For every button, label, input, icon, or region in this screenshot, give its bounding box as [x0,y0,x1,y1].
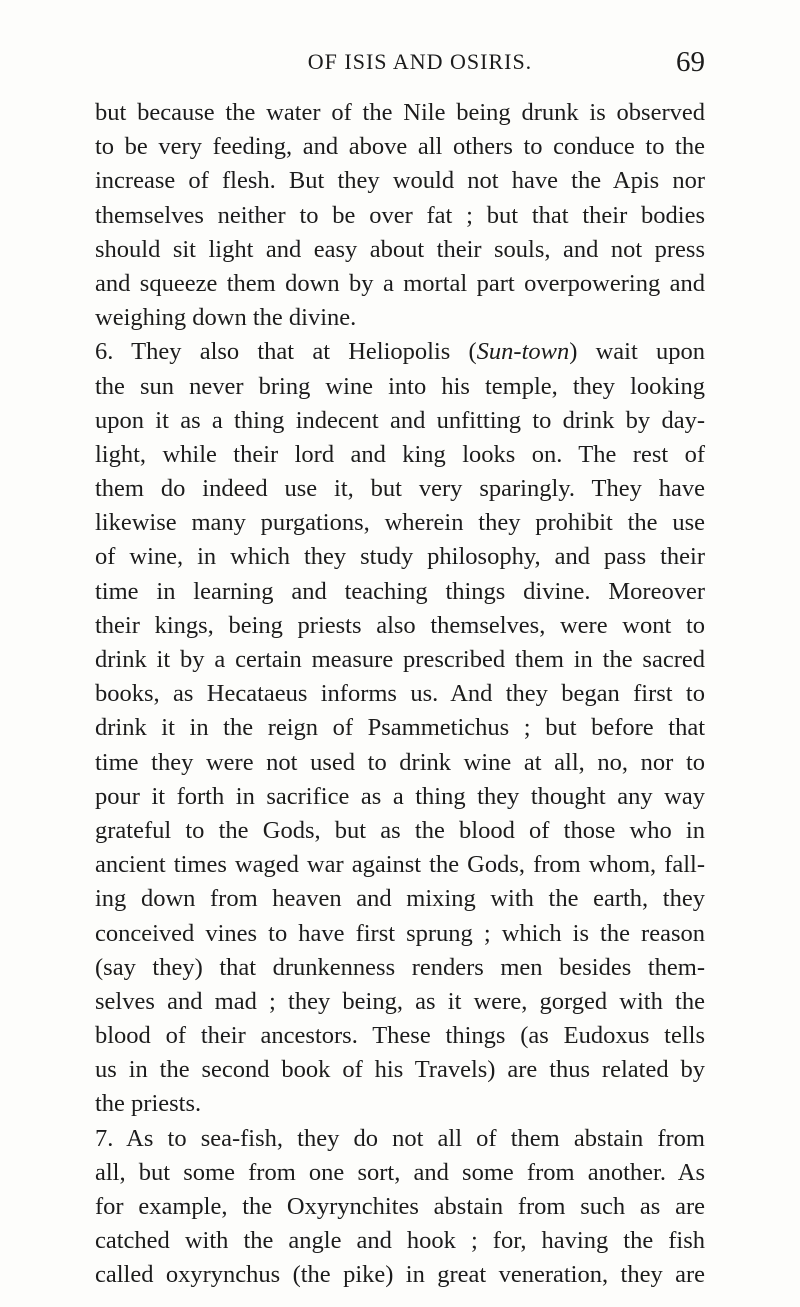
text-line: time in learning and teaching things divine. Moreover [95,577,705,605]
text-line: to be very feeding, and above all others to conduce to the [95,133,705,161]
text-line: and squeeze them down by a mortal part overpowering and [95,269,705,297]
running-title: OF ISIS AND OSIRIS. [307,49,533,74]
running-header [95,42,705,82]
text-line: all, but some from one sort, and some from another. As [95,1158,705,1186]
text-line: the sun never bring wine into his temple, they looking [95,372,705,400]
page-number: 69 [676,46,705,78]
italic-gloss: Sun-town [476,338,570,366]
text-line: themselves neither to be over fat ; but that their bodies [95,201,705,229]
text-line: blood of their ancestors. These things (as Eudoxus tells [95,1022,705,1050]
text-line: books, as Hecataeus informs us. And they began first to [95,680,705,708]
text-line-section-7: 7. As to sea-fish, they do not all of them abstain from [95,1124,705,1152]
text-line: ancient times waged war against the Gods, from whom, fall- [95,851,705,879]
text-line: of wine, in which they study philosophy, and pass their [95,543,705,571]
text-line: upon it as a thing indecent and unfitting to drink by day- [95,406,705,434]
body-text [95,96,705,1293]
text-line: grateful to the Gods, but as the blood of those who in [95,816,705,844]
text-line: called oxyrynchus (the pike) in great veneration, they are [95,1261,705,1289]
text-line: the priests. [95,1090,202,1118]
text-line: ing down from heaven and mixing with the earth, they [95,885,705,913]
text-line: drink it in the reign of Psammetichus ; but before that [95,714,705,742]
text-line: increase of flesh. But they would not have the Apis nor [95,167,705,195]
text-line: but because the water of the Nile being drunk is observed [95,99,705,126]
text-line: drink it by a certain measure prescribed them in the sacred [95,646,705,673]
text-line: (say they) that drunkenness renders men besides them- [95,953,705,981]
text-line: them do indeed use it, but very sparingly. They have [95,475,705,503]
text-line: conceived vines to have first sprung ; which is the reason [95,919,705,947]
text-line: for example, the Oxyrynchites abstain from such as are [95,1193,705,1220]
text-line: selves and mad ; they being, as it were, gorged with the [95,987,705,1015]
text-line: should sit light and easy about their souls, and not press [95,235,705,263]
text-fragment: 6. They also that at Heliopolis ( [95,338,477,366]
text-line: their kings, being priests also themselves, were wont to [95,611,705,639]
text-line: likewise many purgations, wherein they prohibit the use [95,509,705,537]
text-line: light, while their lord and king looks on. The rest of [95,440,705,468]
text-line-section-6 [95,335,705,369]
text-line: time they were not used to drink wine at all, no, nor to [95,748,705,776]
text-line: catched with the angle and hook ; for, having the fish [95,1227,705,1255]
text-line: us in the second book of his Travels) are thus related by [95,1056,705,1084]
text-fragment: ) wait upon [569,338,705,366]
text-line: pour it forth in sacrifice as a thing they thought any way [95,782,705,810]
text-line: weighing down the divine. [95,304,357,332]
